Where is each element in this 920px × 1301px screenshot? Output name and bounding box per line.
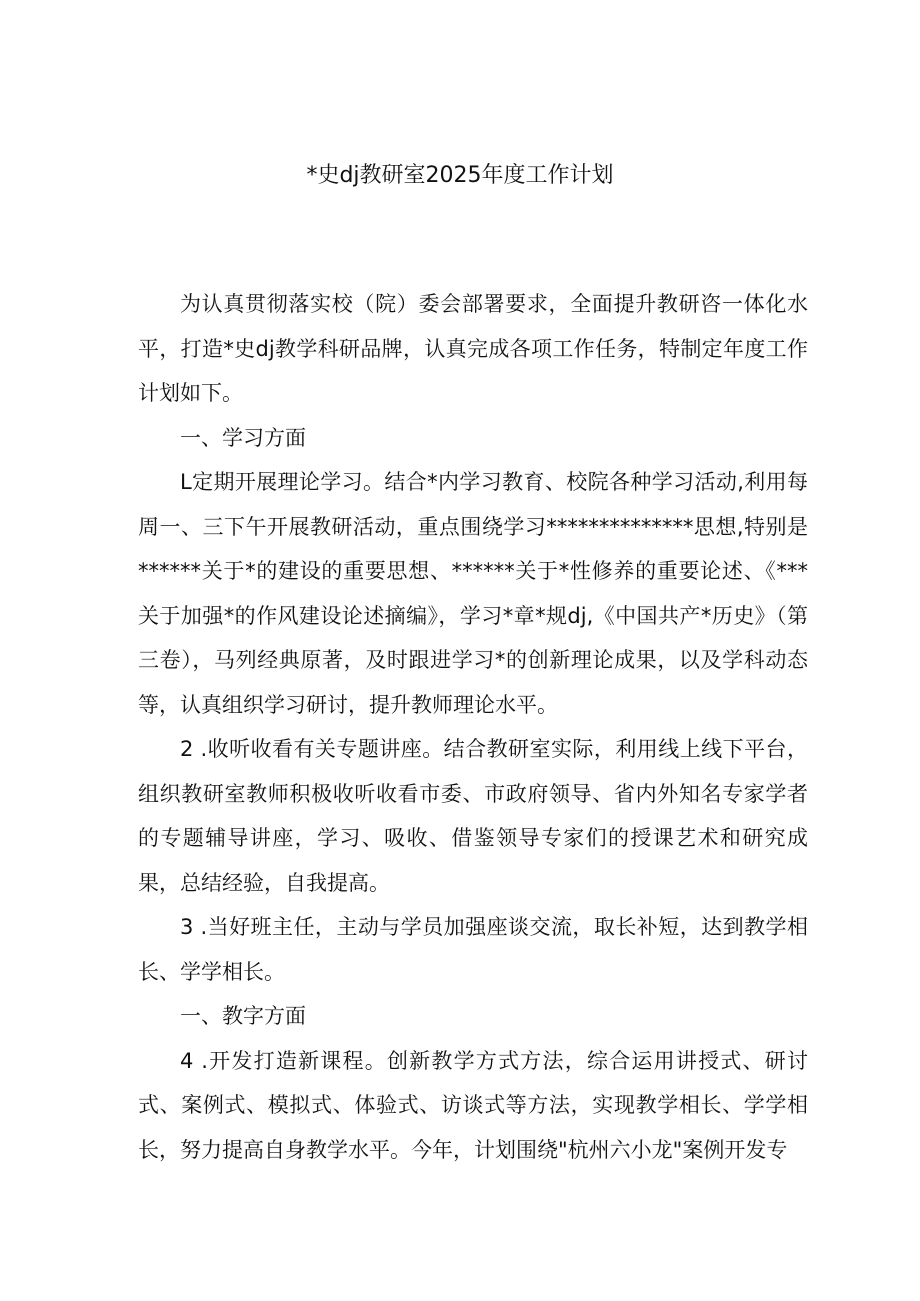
intro-paragraph [138,282,808,416]
list-item-text: .开发打造新课程。创新教学方式方法，综合运用讲授式、研讨式、案例式、模拟式、体验式、访谈式等方法，实现教学相长、学学相长，努力提高自身教学水平。今年，计划围绕"杭州六小龙"案例开发专 [138,1048,808,1162]
section-heading-text: 一、学习方面 [180,425,306,450]
document-body [138,282,808,1172]
list-item-1 [138,460,808,727]
list-item-number: 4 [180,1048,194,1073]
list-item-text: 定期开展理论学习。结合*内学习教育、校院各种学习活动,利用每周一、三下午开展教研活动，重点围绕学习**************思想,特别是******关于*的建设的重要思想、******关于*性修养的重要论述、《***关于加强*的作风建设论述摘编》，学习*章*规dj,《中国共产*历史》（第三卷），马列经典原著，及时跟进学习*的创新理论成果，以及学科动态等，认真组织学习研讨，提升教师理论水平。 [138,470,808,717]
list-item-text: .收听收看有关专题讲座。结合教研室实际，利用线上线下平台，组织教研室教师积极收听收看市委、市政府领导、省内外知名专家学者的专题辅导讲座，学习、吸收、借鉴领导专家们的授课艺术和研究成果，总结经验，自我提高。 [138,737,808,895]
section-heading-text: 一、教字方面 [180,1004,306,1028]
list-item-2 [138,727,808,905]
section-heading-study [138,416,808,461]
list-item-number: 3 [180,915,194,939]
intro-text: 为认真贯彻落实校（院）委会部署要求，全面提升教研咨一体化水平，打造*史dj教学科研品牌，认真完成各项工作任务，特制定年度工作计划如下。 [138,292,808,405]
list-item-text: .当好班主任，主动与学员加强座谈交流，取长补短，达到教学相长、学学相长。 [138,915,808,984]
document-title: *史dj教研室2025年度工作计划 [306,163,614,188]
list-item-number: L [180,470,192,494]
section-heading-teaching [138,994,808,1039]
list-item-4 [138,1039,808,1173]
list-item-3 [138,905,808,994]
list-item-number: 2 [180,737,194,761]
